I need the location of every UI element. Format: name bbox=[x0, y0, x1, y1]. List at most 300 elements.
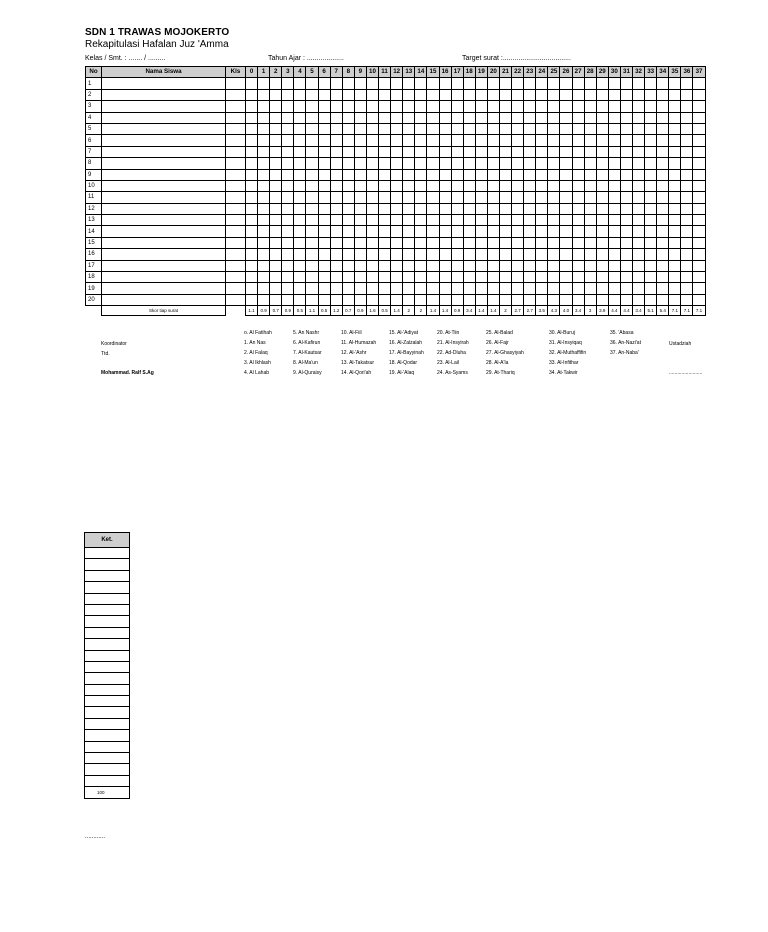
surah-check-cell[interactable] bbox=[681, 101, 693, 112]
surah-check-cell[interactable] bbox=[379, 215, 391, 226]
surah-check-cell[interactable] bbox=[475, 249, 487, 260]
surah-check-cell[interactable] bbox=[608, 146, 620, 157]
surah-check-cell[interactable] bbox=[318, 146, 330, 157]
surah-check-cell[interactable] bbox=[354, 158, 366, 169]
surah-check-cell[interactable] bbox=[669, 260, 681, 271]
surah-check-cell[interactable] bbox=[258, 283, 270, 294]
surah-check-cell[interactable] bbox=[379, 226, 391, 237]
surah-check-cell[interactable] bbox=[403, 89, 415, 100]
surah-check-cell[interactable] bbox=[330, 215, 342, 226]
surah-check-cell[interactable] bbox=[596, 215, 608, 226]
surah-check-cell[interactable] bbox=[608, 283, 620, 294]
surah-check-cell[interactable] bbox=[439, 226, 451, 237]
surah-check-cell[interactable] bbox=[403, 272, 415, 283]
surah-check-cell[interactable] bbox=[258, 89, 270, 100]
surah-check-cell[interactable] bbox=[439, 146, 451, 157]
surah-check-cell[interactable] bbox=[246, 237, 258, 248]
notes-cell[interactable] bbox=[85, 730, 130, 741]
surah-check-cell[interactable] bbox=[439, 180, 451, 191]
surah-check-cell[interactable] bbox=[512, 112, 524, 123]
surah-check-cell[interactable] bbox=[318, 169, 330, 180]
surah-check-cell[interactable] bbox=[633, 272, 645, 283]
surah-check-cell[interactable] bbox=[427, 272, 439, 283]
surah-check-cell[interactable] bbox=[282, 135, 294, 146]
surah-check-cell[interactable] bbox=[681, 123, 693, 134]
surah-check-cell[interactable] bbox=[524, 260, 536, 271]
surah-check-cell[interactable] bbox=[512, 192, 524, 203]
surah-check-cell[interactable] bbox=[306, 272, 318, 283]
surah-check-cell[interactable] bbox=[584, 135, 596, 146]
surah-check-cell[interactable] bbox=[524, 237, 536, 248]
surah-check-cell[interactable] bbox=[584, 123, 596, 134]
surah-check-cell[interactable] bbox=[681, 260, 693, 271]
surah-check-cell[interactable] bbox=[560, 203, 572, 214]
surah-check-cell[interactable] bbox=[318, 215, 330, 226]
notes-cell[interactable] bbox=[85, 627, 130, 638]
surah-check-cell[interactable] bbox=[246, 169, 258, 180]
surah-check-cell[interactable] bbox=[633, 180, 645, 191]
surah-check-cell[interactable] bbox=[318, 135, 330, 146]
surah-check-cell[interactable] bbox=[524, 203, 536, 214]
surah-check-cell[interactable] bbox=[342, 237, 354, 248]
surah-check-cell[interactable] bbox=[427, 226, 439, 237]
surah-check-cell[interactable] bbox=[596, 192, 608, 203]
surah-check-cell[interactable] bbox=[681, 78, 693, 89]
surah-check-cell[interactable] bbox=[463, 169, 475, 180]
surah-check-cell[interactable] bbox=[391, 203, 403, 214]
surah-check-cell[interactable] bbox=[415, 135, 427, 146]
notes-cell[interactable] bbox=[85, 639, 130, 650]
class-cell[interactable] bbox=[226, 78, 246, 89]
surah-check-cell[interactable] bbox=[608, 158, 620, 169]
surah-check-cell[interactable] bbox=[512, 203, 524, 214]
surah-check-cell[interactable] bbox=[645, 101, 657, 112]
surah-check-cell[interactable] bbox=[403, 249, 415, 260]
surah-check-cell[interactable] bbox=[475, 180, 487, 191]
surah-check-cell[interactable] bbox=[669, 249, 681, 260]
surah-check-cell[interactable] bbox=[512, 101, 524, 112]
surah-check-cell[interactable] bbox=[512, 123, 524, 134]
surah-check-cell[interactable] bbox=[354, 123, 366, 134]
surah-check-cell[interactable] bbox=[572, 203, 584, 214]
surah-check-cell[interactable] bbox=[282, 146, 294, 157]
surah-check-cell[interactable] bbox=[463, 237, 475, 248]
surah-check-cell[interactable] bbox=[246, 283, 258, 294]
surah-check-cell[interactable] bbox=[318, 158, 330, 169]
student-name-cell[interactable] bbox=[102, 180, 226, 191]
surah-check-cell[interactable] bbox=[318, 272, 330, 283]
surah-check-cell[interactable] bbox=[366, 169, 378, 180]
surah-check-cell[interactable] bbox=[499, 294, 511, 305]
surah-check-cell[interactable] bbox=[620, 203, 632, 214]
surah-check-cell[interactable] bbox=[306, 226, 318, 237]
surah-check-cell[interactable] bbox=[246, 294, 258, 305]
surah-check-cell[interactable] bbox=[318, 226, 330, 237]
surah-check-cell[interactable] bbox=[596, 135, 608, 146]
surah-check-cell[interactable] bbox=[366, 203, 378, 214]
surah-check-cell[interactable] bbox=[330, 78, 342, 89]
surah-check-cell[interactable] bbox=[608, 272, 620, 283]
surah-check-cell[interactable] bbox=[548, 226, 560, 237]
surah-check-cell[interactable] bbox=[415, 123, 427, 134]
surah-check-cell[interactable] bbox=[391, 283, 403, 294]
surah-check-cell[interactable] bbox=[499, 203, 511, 214]
surah-check-cell[interactable] bbox=[487, 203, 499, 214]
surah-check-cell[interactable] bbox=[487, 78, 499, 89]
surah-check-cell[interactable] bbox=[330, 283, 342, 294]
surah-check-cell[interactable] bbox=[645, 283, 657, 294]
surah-check-cell[interactable] bbox=[487, 272, 499, 283]
surah-check-cell[interactable] bbox=[342, 192, 354, 203]
surah-check-cell[interactable] bbox=[536, 294, 548, 305]
surah-check-cell[interactable] bbox=[427, 78, 439, 89]
surah-check-cell[interactable] bbox=[693, 272, 705, 283]
surah-check-cell[interactable] bbox=[294, 135, 306, 146]
surah-check-cell[interactable] bbox=[282, 169, 294, 180]
surah-check-cell[interactable] bbox=[366, 260, 378, 271]
surah-check-cell[interactable] bbox=[620, 192, 632, 203]
surah-check-cell[interactable] bbox=[318, 180, 330, 191]
surah-check-cell[interactable] bbox=[657, 169, 669, 180]
surah-check-cell[interactable] bbox=[548, 215, 560, 226]
surah-check-cell[interactable] bbox=[294, 192, 306, 203]
surah-check-cell[interactable] bbox=[524, 294, 536, 305]
surah-check-cell[interactable] bbox=[391, 237, 403, 248]
surah-check-cell[interactable] bbox=[693, 146, 705, 157]
surah-check-cell[interactable] bbox=[645, 135, 657, 146]
surah-check-cell[interactable] bbox=[475, 146, 487, 157]
surah-check-cell[interactable] bbox=[294, 101, 306, 112]
surah-check-cell[interactable] bbox=[499, 180, 511, 191]
surah-check-cell[interactable] bbox=[330, 249, 342, 260]
surah-check-cell[interactable] bbox=[572, 78, 584, 89]
surah-check-cell[interactable] bbox=[415, 89, 427, 100]
surah-check-cell[interactable] bbox=[306, 180, 318, 191]
surah-check-cell[interactable] bbox=[536, 226, 548, 237]
surah-check-cell[interactable] bbox=[693, 226, 705, 237]
surah-check-cell[interactable] bbox=[536, 146, 548, 157]
surah-check-cell[interactable] bbox=[270, 169, 282, 180]
surah-check-cell[interactable] bbox=[366, 249, 378, 260]
surah-check-cell[interactable] bbox=[294, 272, 306, 283]
surah-check-cell[interactable] bbox=[681, 272, 693, 283]
surah-check-cell[interactable] bbox=[681, 203, 693, 214]
surah-check-cell[interactable] bbox=[282, 123, 294, 134]
student-name-cell[interactable] bbox=[102, 78, 226, 89]
student-name-cell[interactable] bbox=[102, 249, 226, 260]
surah-check-cell[interactable] bbox=[645, 78, 657, 89]
surah-check-cell[interactable] bbox=[354, 78, 366, 89]
surah-check-cell[interactable] bbox=[342, 123, 354, 134]
surah-check-cell[interactable] bbox=[584, 89, 596, 100]
surah-check-cell[interactable] bbox=[379, 135, 391, 146]
class-cell[interactable] bbox=[226, 283, 246, 294]
surah-check-cell[interactable] bbox=[548, 249, 560, 260]
surah-check-cell[interactable] bbox=[330, 192, 342, 203]
surah-check-cell[interactable] bbox=[282, 249, 294, 260]
surah-check-cell[interactable] bbox=[548, 180, 560, 191]
surah-check-cell[interactable] bbox=[608, 180, 620, 191]
surah-check-cell[interactable] bbox=[330, 180, 342, 191]
student-name-cell[interactable] bbox=[102, 272, 226, 283]
surah-check-cell[interactable] bbox=[524, 272, 536, 283]
surah-check-cell[interactable] bbox=[548, 237, 560, 248]
surah-check-cell[interactable] bbox=[596, 226, 608, 237]
surah-check-cell[interactable] bbox=[657, 272, 669, 283]
surah-check-cell[interactable] bbox=[475, 169, 487, 180]
surah-check-cell[interactable] bbox=[681, 158, 693, 169]
surah-check-cell[interactable] bbox=[512, 294, 524, 305]
surah-check-cell[interactable] bbox=[548, 89, 560, 100]
surah-check-cell[interactable] bbox=[270, 272, 282, 283]
surah-check-cell[interactable] bbox=[246, 249, 258, 260]
surah-check-cell[interactable] bbox=[306, 112, 318, 123]
surah-check-cell[interactable] bbox=[415, 249, 427, 260]
surah-check-cell[interactable] bbox=[693, 158, 705, 169]
surah-check-cell[interactable] bbox=[657, 180, 669, 191]
student-name-cell[interactable] bbox=[102, 192, 226, 203]
surah-check-cell[interactable] bbox=[693, 237, 705, 248]
surah-check-cell[interactable] bbox=[572, 249, 584, 260]
surah-check-cell[interactable] bbox=[560, 146, 572, 157]
surah-check-cell[interactable] bbox=[560, 169, 572, 180]
surah-check-cell[interactable] bbox=[620, 158, 632, 169]
surah-check-cell[interactable] bbox=[657, 260, 669, 271]
surah-check-cell[interactable] bbox=[596, 101, 608, 112]
surah-check-cell[interactable] bbox=[415, 203, 427, 214]
surah-check-cell[interactable] bbox=[294, 169, 306, 180]
surah-check-cell[interactable] bbox=[548, 123, 560, 134]
surah-check-cell[interactable] bbox=[379, 203, 391, 214]
surah-check-cell[interactable] bbox=[415, 112, 427, 123]
student-name-cell[interactable] bbox=[102, 283, 226, 294]
surah-check-cell[interactable] bbox=[475, 112, 487, 123]
surah-check-cell[interactable] bbox=[391, 123, 403, 134]
surah-check-cell[interactable] bbox=[620, 226, 632, 237]
surah-check-cell[interactable] bbox=[584, 112, 596, 123]
surah-check-cell[interactable] bbox=[354, 169, 366, 180]
surah-check-cell[interactable] bbox=[536, 112, 548, 123]
surah-check-cell[interactable] bbox=[439, 158, 451, 169]
surah-check-cell[interactable] bbox=[620, 260, 632, 271]
surah-check-cell[interactable] bbox=[608, 226, 620, 237]
class-cell[interactable] bbox=[226, 123, 246, 134]
notes-cell[interactable] bbox=[85, 570, 130, 581]
surah-check-cell[interactable] bbox=[475, 294, 487, 305]
surah-check-cell[interactable] bbox=[246, 260, 258, 271]
surah-check-cell[interactable] bbox=[391, 146, 403, 157]
surah-check-cell[interactable] bbox=[354, 89, 366, 100]
surah-check-cell[interactable] bbox=[487, 135, 499, 146]
surah-check-cell[interactable] bbox=[463, 203, 475, 214]
surah-check-cell[interactable] bbox=[258, 294, 270, 305]
student-name-cell[interactable] bbox=[102, 215, 226, 226]
surah-check-cell[interactable] bbox=[645, 215, 657, 226]
surah-check-cell[interactable] bbox=[657, 78, 669, 89]
surah-check-cell[interactable] bbox=[524, 158, 536, 169]
surah-check-cell[interactable] bbox=[645, 249, 657, 260]
surah-check-cell[interactable] bbox=[366, 89, 378, 100]
surah-check-cell[interactable] bbox=[560, 158, 572, 169]
surah-check-cell[interactable] bbox=[596, 294, 608, 305]
surah-check-cell[interactable] bbox=[512, 237, 524, 248]
surah-check-cell[interactable] bbox=[415, 158, 427, 169]
surah-check-cell[interactable] bbox=[512, 215, 524, 226]
surah-check-cell[interactable] bbox=[391, 226, 403, 237]
surah-check-cell[interactable] bbox=[548, 101, 560, 112]
class-cell[interactable] bbox=[226, 146, 246, 157]
surah-check-cell[interactable] bbox=[645, 226, 657, 237]
surah-check-cell[interactable] bbox=[439, 123, 451, 134]
surah-check-cell[interactable] bbox=[645, 89, 657, 100]
surah-check-cell[interactable] bbox=[282, 215, 294, 226]
surah-check-cell[interactable] bbox=[608, 260, 620, 271]
surah-check-cell[interactable] bbox=[512, 283, 524, 294]
surah-check-cell[interactable] bbox=[633, 135, 645, 146]
surah-check-cell[interactable] bbox=[270, 294, 282, 305]
surah-check-cell[interactable] bbox=[379, 283, 391, 294]
surah-check-cell[interactable] bbox=[633, 158, 645, 169]
surah-check-cell[interactable] bbox=[270, 112, 282, 123]
surah-check-cell[interactable] bbox=[560, 89, 572, 100]
surah-check-cell[interactable] bbox=[524, 89, 536, 100]
surah-check-cell[interactable] bbox=[596, 169, 608, 180]
surah-check-cell[interactable] bbox=[379, 169, 391, 180]
surah-check-cell[interactable] bbox=[294, 123, 306, 134]
surah-check-cell[interactable] bbox=[536, 260, 548, 271]
surah-check-cell[interactable] bbox=[318, 101, 330, 112]
surah-check-cell[interactable] bbox=[487, 283, 499, 294]
surah-check-cell[interactable] bbox=[487, 101, 499, 112]
surah-check-cell[interactable] bbox=[246, 180, 258, 191]
surah-check-cell[interactable] bbox=[596, 283, 608, 294]
surah-check-cell[interactable] bbox=[379, 158, 391, 169]
surah-check-cell[interactable] bbox=[439, 249, 451, 260]
surah-check-cell[interactable] bbox=[620, 78, 632, 89]
surah-check-cell[interactable] bbox=[548, 78, 560, 89]
surah-check-cell[interactable] bbox=[354, 237, 366, 248]
surah-check-cell[interactable] bbox=[342, 180, 354, 191]
surah-check-cell[interactable] bbox=[391, 112, 403, 123]
surah-check-cell[interactable] bbox=[463, 192, 475, 203]
surah-check-cell[interactable] bbox=[439, 89, 451, 100]
surah-check-cell[interactable] bbox=[608, 89, 620, 100]
surah-check-cell[interactable] bbox=[512, 226, 524, 237]
surah-check-cell[interactable] bbox=[306, 283, 318, 294]
surah-check-cell[interactable] bbox=[342, 169, 354, 180]
surah-check-cell[interactable] bbox=[451, 260, 463, 271]
surah-check-cell[interactable] bbox=[669, 78, 681, 89]
surah-check-cell[interactable] bbox=[560, 249, 572, 260]
surah-check-cell[interactable] bbox=[463, 294, 475, 305]
surah-check-cell[interactable] bbox=[270, 101, 282, 112]
surah-check-cell[interactable] bbox=[512, 89, 524, 100]
surah-check-cell[interactable] bbox=[463, 158, 475, 169]
surah-check-cell[interactable] bbox=[258, 158, 270, 169]
surah-check-cell[interactable] bbox=[342, 294, 354, 305]
surah-check-cell[interactable] bbox=[270, 237, 282, 248]
surah-check-cell[interactable] bbox=[427, 260, 439, 271]
surah-check-cell[interactable] bbox=[657, 203, 669, 214]
surah-check-cell[interactable] bbox=[246, 112, 258, 123]
surah-check-cell[interactable] bbox=[463, 249, 475, 260]
surah-check-cell[interactable] bbox=[246, 226, 258, 237]
surah-check-cell[interactable] bbox=[669, 272, 681, 283]
class-cell[interactable] bbox=[226, 215, 246, 226]
surah-check-cell[interactable] bbox=[572, 215, 584, 226]
surah-check-cell[interactable] bbox=[282, 294, 294, 305]
surah-check-cell[interactable] bbox=[487, 123, 499, 134]
surah-check-cell[interactable] bbox=[379, 89, 391, 100]
surah-check-cell[interactable] bbox=[657, 226, 669, 237]
surah-check-cell[interactable] bbox=[427, 135, 439, 146]
surah-check-cell[interactable] bbox=[681, 226, 693, 237]
surah-check-cell[interactable] bbox=[246, 135, 258, 146]
class-cell[interactable] bbox=[226, 260, 246, 271]
surah-check-cell[interactable] bbox=[330, 237, 342, 248]
surah-check-cell[interactable] bbox=[306, 260, 318, 271]
surah-check-cell[interactable] bbox=[451, 112, 463, 123]
surah-check-cell[interactable] bbox=[693, 135, 705, 146]
surah-check-cell[interactable] bbox=[487, 294, 499, 305]
surah-check-cell[interactable] bbox=[584, 146, 596, 157]
surah-check-cell[interactable] bbox=[403, 237, 415, 248]
surah-check-cell[interactable] bbox=[645, 272, 657, 283]
surah-check-cell[interactable] bbox=[620, 146, 632, 157]
surah-check-cell[interactable] bbox=[427, 294, 439, 305]
surah-check-cell[interactable] bbox=[270, 283, 282, 294]
surah-check-cell[interactable] bbox=[282, 180, 294, 191]
surah-check-cell[interactable] bbox=[427, 123, 439, 134]
surah-check-cell[interactable] bbox=[524, 249, 536, 260]
notes-cell[interactable] bbox=[85, 764, 130, 775]
surah-check-cell[interactable] bbox=[366, 226, 378, 237]
surah-check-cell[interactable] bbox=[270, 215, 282, 226]
surah-check-cell[interactable] bbox=[693, 89, 705, 100]
surah-check-cell[interactable] bbox=[681, 146, 693, 157]
student-name-cell[interactable] bbox=[102, 158, 226, 169]
surah-check-cell[interactable] bbox=[560, 101, 572, 112]
surah-check-cell[interactable] bbox=[258, 169, 270, 180]
surah-check-cell[interactable] bbox=[463, 180, 475, 191]
surah-check-cell[interactable] bbox=[415, 260, 427, 271]
surah-check-cell[interactable] bbox=[391, 272, 403, 283]
surah-check-cell[interactable] bbox=[487, 89, 499, 100]
surah-check-cell[interactable] bbox=[354, 272, 366, 283]
surah-check-cell[interactable] bbox=[560, 237, 572, 248]
surah-check-cell[interactable] bbox=[306, 169, 318, 180]
surah-check-cell[interactable] bbox=[294, 215, 306, 226]
surah-check-cell[interactable] bbox=[258, 203, 270, 214]
surah-check-cell[interactable] bbox=[342, 283, 354, 294]
class-cell[interactable] bbox=[226, 158, 246, 169]
surah-check-cell[interactable] bbox=[633, 226, 645, 237]
surah-check-cell[interactable] bbox=[258, 237, 270, 248]
class-cell[interactable] bbox=[226, 89, 246, 100]
surah-check-cell[interactable] bbox=[294, 260, 306, 271]
surah-check-cell[interactable] bbox=[270, 158, 282, 169]
surah-check-cell[interactable] bbox=[536, 180, 548, 191]
notes-cell[interactable] bbox=[85, 548, 130, 559]
surah-check-cell[interactable] bbox=[596, 146, 608, 157]
surah-check-cell[interactable] bbox=[415, 272, 427, 283]
surah-check-cell[interactable] bbox=[294, 226, 306, 237]
surah-check-cell[interactable] bbox=[391, 260, 403, 271]
surah-check-cell[interactable] bbox=[548, 158, 560, 169]
surah-check-cell[interactable] bbox=[693, 78, 705, 89]
surah-check-cell[interactable] bbox=[669, 180, 681, 191]
surah-check-cell[interactable] bbox=[620, 249, 632, 260]
